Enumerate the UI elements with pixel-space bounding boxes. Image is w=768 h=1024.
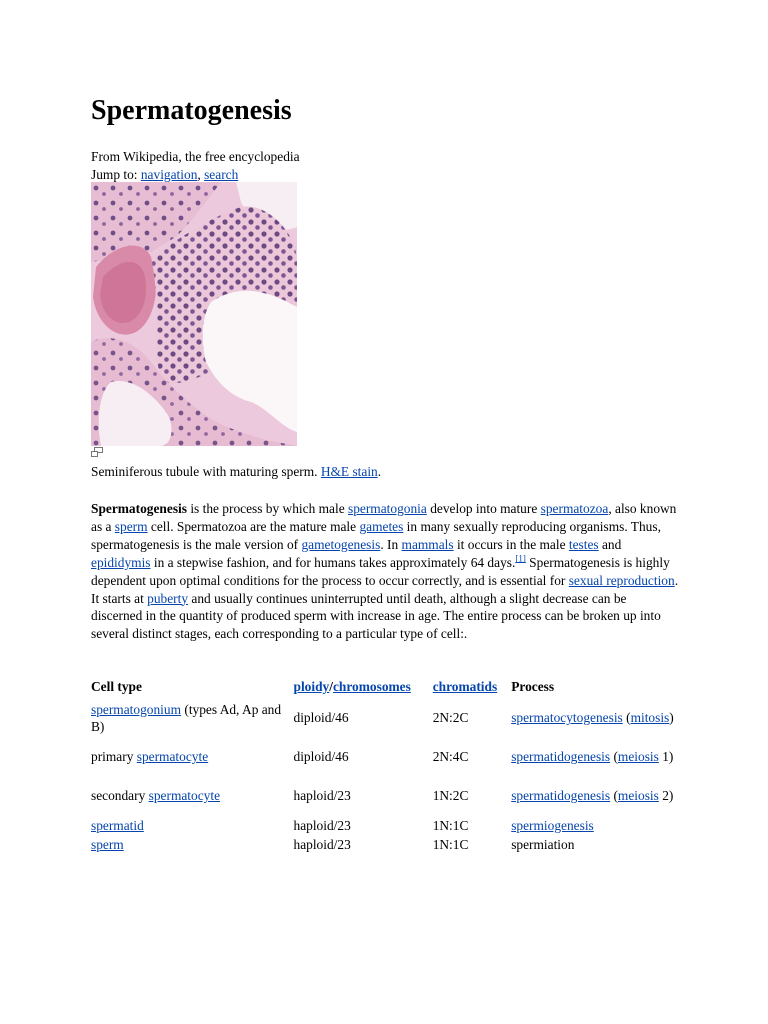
process-cell [511,738,679,777]
spermatogonia-link[interactable]: spermatogonia [348,501,427,516]
micrograph-drawing [91,182,297,446]
search-link[interactable]: search [204,167,239,182]
spermatocyte-link[interactable]: spermatocyte [148,788,221,804]
caption-end: . [377,464,382,479]
reference-1-link[interactable]: [1] [515,553,526,564]
ploidy-value: diploid/46 [293,749,349,765]
table-row [91,738,679,777]
jump-links [91,166,238,183]
chromatids-value: 1N:1C [432,817,469,833]
gametes-link[interactable]: gametes [359,518,404,534]
para-text-11: . It starts at [91,572,679,606]
header-chromatids [433,677,512,699]
cell-type [91,738,294,777]
table-row [91,777,679,816]
figure-caption [91,463,381,480]
spermatocyte-link[interactable]: spermatocyte [136,749,209,765]
gametogenesis-link[interactable]: gametogenesis [301,536,381,552]
process-close: ) [669,710,674,726]
ploidy-value: haploid/23 [293,837,351,852]
process-cell [511,777,679,816]
para-text-10: Spermatogenesis is highly dependent upon optimal conditions for the process to occur correctly, and is essential for [91,554,670,588]
spermatogonium-link[interactable]: spermatogonium [91,701,182,717]
ploidy-value: haploid/23 [293,788,351,804]
header-cell-type: Cell type [91,679,142,694]
cell-type [91,835,294,855]
cell-type [91,816,294,836]
process-close: 2) [658,788,674,804]
process-close: 1) [658,749,674,765]
meiosis-link[interactable]: meiosis [617,749,659,765]
para-text-7: it occurs in the male [453,536,569,552]
cell-type [91,699,294,738]
table-row [91,699,679,738]
sexual-reproduction-link[interactable]: sexual reproduction [568,572,675,588]
para-text-12: and usually continues uninterrupted until death, although a slight decrease can be discerned in the quantity of produced sperm with increase in age. The entire process can be broken up into several distinct stages, each corresponding to a particular type of cell:. [91,590,661,642]
spermatid-link[interactable]: spermatid [91,817,144,833]
table-header-row [91,677,679,699]
spermatidogenesis-link[interactable]: spermatidogenesis [511,788,611,804]
spermatozoa-link[interactable]: spermatozoa [540,501,609,516]
navigation-link[interactable]: navigation [140,167,198,182]
para-text-4: cell. Spermatozoa are the mature male [147,518,360,534]
page-title: Spermatogenesis [91,95,292,126]
spermiogenesis-link[interactable]: spermiogenesis [511,817,594,833]
mammals-link[interactable]: mammals [401,536,454,552]
ploidy-link[interactable]: ploidy [293,679,330,694]
he-stain-link[interactable]: H&E stain [320,464,378,479]
term-bold: Spermatogenesis [91,501,187,516]
cell-type-prefix: primary [91,749,137,765]
sperm-link[interactable]: sperm [114,518,148,534]
ploidy-value: diploid/46 [293,710,349,726]
header-process: Process [511,679,555,694]
cell-type [91,777,294,816]
testes-link[interactable]: testes [568,536,599,552]
sperm-cell-link[interactable]: sperm [91,837,124,852]
ploidy-value: haploid/23 [293,817,351,833]
chromatids-value: 2N:4C [432,749,469,765]
jump-separator: , [197,167,205,182]
chromatids-value: 2N:2C [432,710,469,726]
table-row [91,816,679,836]
para-text-1: is the process by which male [186,501,348,516]
header-ploidy [294,677,433,699]
para-text-3: , also known as a [91,501,677,534]
site-subtitle: From Wikipedia, the free encyclopedia [91,149,300,164]
histology-image[interactable] [91,182,297,446]
table-row [91,835,679,855]
cell-type-prefix: secondary [91,788,149,804]
process-open: ( [610,749,618,765]
para-text-2: develop into mature [426,501,541,516]
chromatids-value: 1N:2C [432,788,469,804]
para-text-6: . In [380,536,402,552]
spermatocytogenesis-link[interactable]: spermatocytogenesis [511,710,623,726]
para-text-5: in many sexually reproducing organisms. Thus, spermatogenesis is the male version of [91,518,661,552]
caption-text: Seminiferous tubule with maturing sperm. [91,464,321,479]
jump-prefix: Jump to: [91,167,141,182]
header-slash: / [329,679,333,694]
cell-stages-table [91,677,679,855]
chromosomes-link[interactable]: chromosomes [332,679,411,694]
para-text-8: and [598,536,622,552]
meiosis-link[interactable]: meiosis [617,788,659,804]
process-cell [511,699,679,738]
puberty-link[interactable]: puberty [147,590,189,606]
para-text-9: in a stepwise fashion, and for humans takes approximately 64 days. [150,554,516,570]
cell-type-detail: (types Ad, Ap and B) [91,701,282,734]
process-value: spermiation [511,837,575,852]
epididymis-link[interactable]: epididymis [91,554,151,570]
process-open: ( [622,710,631,726]
enlarge-icon[interactable] [91,447,105,457]
process-cell [511,816,679,836]
chromatids-value: 1N:1C [432,837,469,852]
intro-paragraph [91,500,679,643]
chromatids-link[interactable]: chromatids [432,679,498,694]
spermatidogenesis-link[interactable]: spermatidogenesis [511,749,611,765]
process-open: ( [610,788,618,804]
mitosis-link[interactable]: mitosis [630,710,670,726]
